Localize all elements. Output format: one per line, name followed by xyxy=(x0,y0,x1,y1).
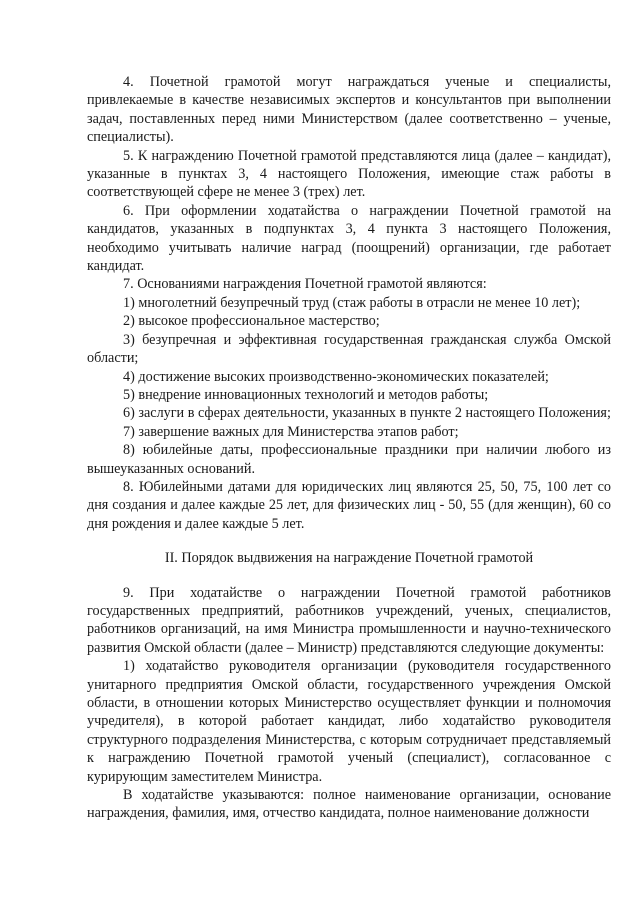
section-heading: II. Порядок выдвижения на награждение Почетной грамотой xyxy=(164,550,534,567)
subparagraph-1: 1) ходатайство руководителя организации (руководителя государственного унитарного предприятия Омской области, государственного учреждения Омской области, в отношении которых Министерство осуществляет функции и полномочия учредителя), в которой работает кандидат, либо ходатайство руководителя структурного подразделения Министерства, с которым сотрудничает представляемый к награждению Почетной грамотой ученый (специалист), согласованное с курирующим заместителем Министра. xyxy=(87,658,611,785)
paragraph-item-8: 8. Юбилейными датами для юридических лиц являются 25, 50, 75, 100 лет со дня создания и далее каждые 25 лет, для физических лиц - 50, 55 (для женщин), 60 со дня рождения и далее каждые 5 лет. xyxy=(87,478,611,532)
list-item-2: 2) высокое профессиональное мастерство; xyxy=(123,313,380,330)
document-page xyxy=(87,73,611,823)
list-item-6: 6) заслуги в сферах деятельности, указанных в пункте 2 настоящего Положения; xyxy=(123,405,611,422)
paragraph-item-9: 9. При ходатайстве о награждении Почетной грамотой работников государственных предприятий, работников учреждений, ученых, специалистов, работников организаций, на имя Министра промышленности и научно-технического развития Омской области (далее – Министр) представляются следующие документы: xyxy=(87,584,611,656)
list-item-4: 4) достижение высоких производственно-экономических показателей; xyxy=(123,368,549,385)
paragraph-item-5: 5. К награждению Почетной грамотой представляются лица (далее – кандидат), указанные в пунктах 3, 4 настоящего Положения, имеющие стаж работы в соответствующей сфере не менее 3 (трех) лет. xyxy=(87,147,611,201)
paragraph-item-4: 4. Почетной грамотой могут награждаться ученые и специалисты, привлекаемые в качестве независимых экспертов и консультантов при выполнении задач, поставленных перед ними Министерством (далее соответственно – ученые, специалисты). xyxy=(87,74,611,146)
list-item-5: 5) внедрение инновационных технологий и методов работы; xyxy=(123,386,489,403)
list-item-1: 1) многолетний безупречный труд (стаж работы в отрасли не менее 10 лет); xyxy=(123,294,581,311)
list-item-7: 7) завершение важных для Министерства этапов работ; xyxy=(123,423,459,440)
list-item-8: 8) юбилейные даты, профессиональные праздники при наличии любого из вышеуказанных оснований. xyxy=(87,442,611,477)
paragraph-item-6: 6. При оформлении ходатайства о награждении Почетной грамотой на кандидатов, указанных в подпунктах 3, 4 пункта 3 настоящего Положения, необходимо учитывать наличие наград (поощрений) организации, где работает кандидат. xyxy=(87,202,611,275)
paragraph-item-7: 7. Основаниями награждения Почетной грамотой являются: xyxy=(123,276,487,293)
paragraph-petition-contents: В ходатайстве указываются: полное наименование организации, основание награждения, фамилия, имя, отчество кандидата, полное наименование должности xyxy=(87,787,611,822)
list-item-3: 3) безупречная и эффективная государственная гражданская служба Омской области; xyxy=(87,331,611,367)
